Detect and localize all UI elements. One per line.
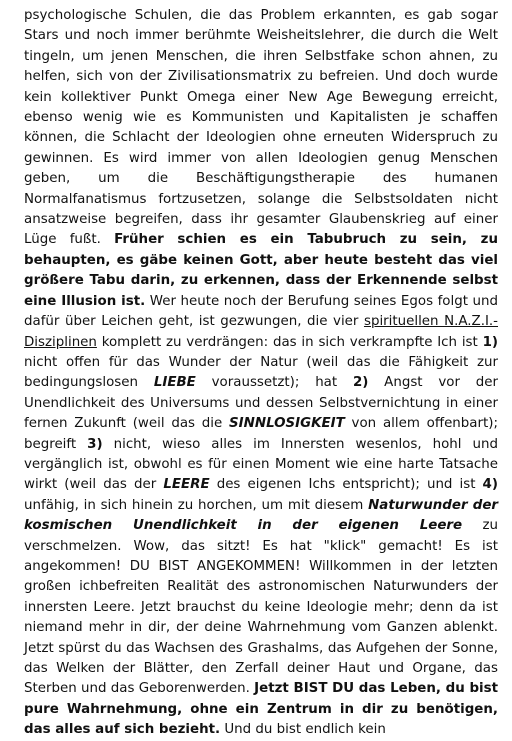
bold-statement-leben: Jetzt BIST DU das Leben, du bist pure Wahrnehmung, ohne ein Zentrum in dir zu benötigen, das alles auf sich bezieht. — [24, 681, 498, 738]
text-segment: von allem offenbart); begreift — [24, 416, 498, 452]
emphasis-naturwunder: Naturwunder der kosmischen Unendlichkeit in der eigenen Leere — [24, 497, 499, 534]
list-marker-4: 4) — [482, 477, 498, 493]
list-marker-2: 2) — [352, 375, 369, 391]
text-segment: des eigenen Ichs entspricht); und ist — [209, 477, 483, 493]
list-marker-1: 1) — [482, 334, 498, 350]
emphasis-liebe: LIEBE — [153, 375, 196, 391]
text-segment: nicht, wieso alles im Innersten wesenlos, hohl und vergänglich ist, obwohl es für einen Moment wie eine harte Tatsache wirkt (weil das der — [24, 436, 498, 493]
underlined-term-disziplinen: spirituellen N.A.Z.I.-Disziplinen — [24, 314, 498, 350]
text-segment: voraussetzt); hat — [195, 375, 353, 391]
text-segment: Und du bist endlich kein — [220, 722, 386, 738]
text-segment: Wer heute noch der Berufung seines Egos folgt und dafür über Leichen geht, ist gezwungen, die vier — [24, 293, 498, 330]
text-segment: zu verschmelzen. Wow, das sitzt! Es hat "klick" gemacht! Es ist angekommen! DU BIST ANGEKOMMEN! Willkommen in der letzten großen ichbefreiten Realität des astronomischen Naturwunders der innersten Leere. Jetzt brauchst du keine Ideologie mehr; denn da ist niemand mehr in dir, der deine Wahrnehmung vom Ganzen ablenkt. Jetzt spürst du das Wachsen des Grashalms, das Aufgehen der Sonne, das Welken der Blätter, den Zerfall deiner Haut und Organe, das Sterben und das Geborenwerden. — [24, 518, 498, 697]
text-segment: nicht offen für das Wunder der Natur (weil das die Fähigkeit zur bedingungslosen — [24, 354, 498, 391]
text-segment: komplett zu verdrängen: das in sich verkrampfte Ich ist — [96, 334, 483, 350]
text-segment: Angst vor der Unendlichkeit des Universums und dessen Selbstvernichtung in einer fernen Zukunft (weil das die — [24, 375, 498, 432]
list-marker-3: 3) — [87, 436, 103, 452]
bold-statement-tabu: Früher schien es ein Tabubruch zu sein, zu behaupten, es gäbe keinen Gott, aber heute besteht das viel größere Tabu darin, zu erkennen, dass der Erkennende selbst eine Illusion ist. — [24, 232, 498, 309]
body-paragraph — [24, 6, 498, 741]
text-segment: psychologische Schulen, die das Problem erkannten, es gab sogar Stars und noch immer berühmte Weisheitslehrer, die durch die Welt tingeln, um jenen Menschen, die ihren Selbstfake schon ahnen, zu helfen, sich von der Zivilisationsmatrix zu befreien. Und doch wurde kein kollektiver Punkt Omega einer New Age Bewegung erreicht, ebenso wenig wie es Kommunisten und Kapitalisten je schaffen können, die Schlacht der Ideologien ohne erneuten Widerspruch zu gewinnen. Es wird immer von allen Ideologien genug Menschen geben, um die Beschäftigungstherapie des humanen Normalfanatismus fortzusetzen, solange die Selbstsoldaten nicht ansatzweise begreifen, dass ihr gesamter Glaubenskrieg auf einer Lüge fußt. — [24, 8, 498, 248]
emphasis-sinnlosigkeit: SINNLOSIGKEIT — [229, 416, 345, 432]
emphasis-leere: LEERE — [163, 477, 210, 493]
text-segment: unfähig, in sich hinein zu horchen, um mit diesem — [24, 497, 369, 513]
